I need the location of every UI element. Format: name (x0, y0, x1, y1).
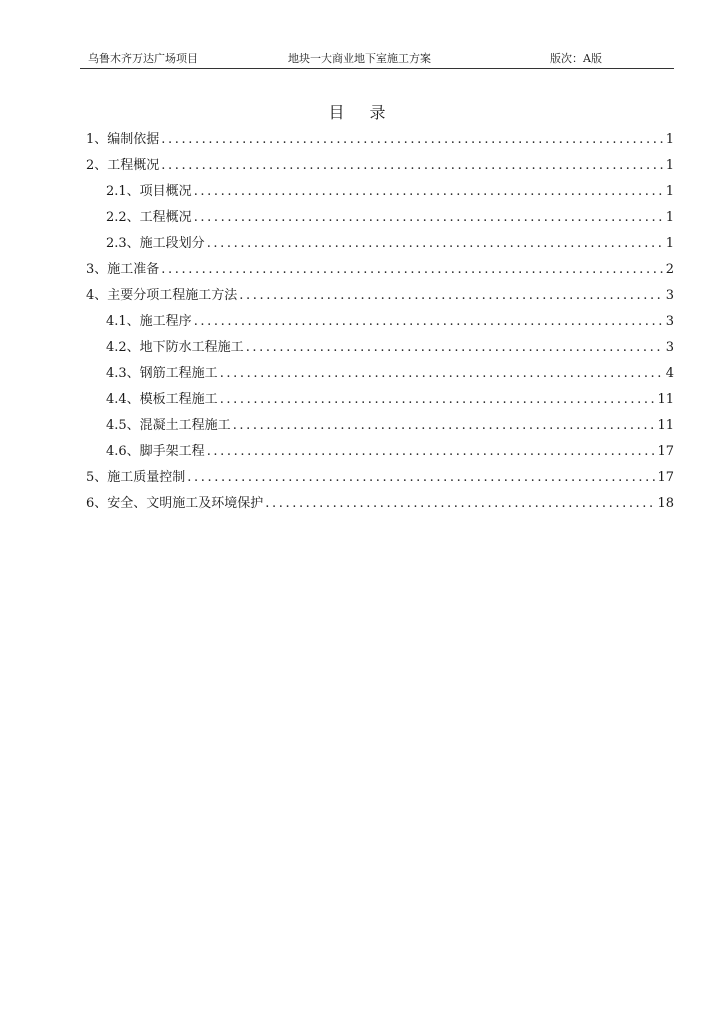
toc-dot-leader (161, 257, 663, 283)
toc-entry-page-number: 1 (665, 132, 674, 147)
page-header (80, 46, 674, 69)
toc-entry-label: 4.4、模板工程施工 (106, 392, 218, 407)
toc-dot-leader (220, 361, 664, 387)
toc-entry[interactable] (86, 491, 674, 517)
toc-entry[interactable] (86, 231, 674, 257)
toc-entry[interactable] (86, 465, 674, 491)
toc-title: 目 录 (328, 103, 396, 122)
toc-dot-leader (233, 413, 656, 439)
toc-entry-label: 5、施工质量控制 (86, 470, 186, 485)
toc-entry-label: 4.1、施工程序 (106, 314, 192, 329)
header-plan-title: 地块一大商业地下室施工方案 (288, 52, 431, 65)
toc-dot-leader (207, 439, 656, 465)
toc-entry[interactable] (86, 387, 674, 413)
toc-entry-label: 2.2、工程概况 (106, 210, 192, 225)
toc-dot-leader (194, 205, 664, 231)
toc-entry[interactable] (86, 439, 674, 465)
header-project-name: 乌鲁木齐万达广场项目 (88, 52, 198, 65)
toc-entry[interactable] (86, 361, 674, 387)
toc-dot-leader (207, 231, 664, 257)
toc-entry[interactable] (86, 335, 674, 361)
toc-entry[interactable] (86, 257, 674, 283)
toc-entry-label: 4.5、混凝土工程施工 (106, 418, 231, 433)
toc-entry[interactable] (86, 283, 674, 309)
toc-entry[interactable] (86, 153, 674, 179)
toc-entry-label: 2.3、施工段划分 (106, 236, 205, 251)
toc-entry-page-number: 1 (665, 184, 674, 199)
toc-dot-leader (194, 179, 664, 205)
toc-dot-leader (161, 153, 663, 179)
toc-dot-leader (265, 491, 655, 517)
toc-entry-page-number: 2 (665, 262, 674, 277)
toc-dot-leader (220, 387, 656, 413)
toc-entry-label: 4.6、脚手架工程 (106, 444, 205, 459)
toc-entry[interactable] (86, 309, 674, 335)
header-version: 版次：A版 (550, 52, 602, 65)
toc-entry[interactable] (86, 127, 674, 153)
toc-entry-page-number: 1 (665, 158, 674, 173)
toc-dot-leader (194, 309, 664, 335)
toc-dot-leader (187, 465, 655, 491)
toc-dot-leader (239, 283, 663, 309)
toc-entry-page-number: 3 (665, 340, 674, 355)
toc-entry-page-number: 1 (665, 210, 674, 225)
toc-entry-page-number: 1 (665, 236, 674, 251)
toc-entry-page-number: 3 (665, 314, 674, 329)
table-of-contents (86, 127, 674, 517)
toc-entry-label: 4.2、地下防水工程施工 (106, 340, 244, 355)
toc-entry[interactable] (86, 205, 674, 231)
toc-entry-label: 2、工程概况 (86, 158, 160, 173)
toc-entry-label: 1、编制依据 (86, 132, 160, 147)
toc-entry-page-number: 4 (665, 366, 674, 381)
toc-entry[interactable] (86, 179, 674, 205)
toc-entry-page-number: 18 (657, 496, 674, 511)
toc-dot-leader (161, 127, 663, 153)
toc-entry-label: 2.1、项目概况 (106, 184, 192, 199)
toc-entry-page-number: 3 (665, 288, 674, 303)
toc-dot-leader (246, 335, 664, 361)
toc-entry-label: 3、施工准备 (86, 262, 160, 277)
toc-entry-label: 4、主要分项工程施工方法 (86, 288, 238, 303)
toc-entry-page-number: 17 (657, 470, 674, 485)
toc-entry-page-number: 11 (657, 392, 674, 407)
toc-entry-label: 4.3、钢筋工程施工 (106, 366, 218, 381)
toc-entry-label: 6、安全、文明施工及环境保护 (86, 496, 264, 511)
toc-entry[interactable] (86, 413, 674, 439)
toc-entry-page-number: 11 (657, 418, 674, 433)
toc-entry-page-number: 17 (657, 444, 674, 459)
